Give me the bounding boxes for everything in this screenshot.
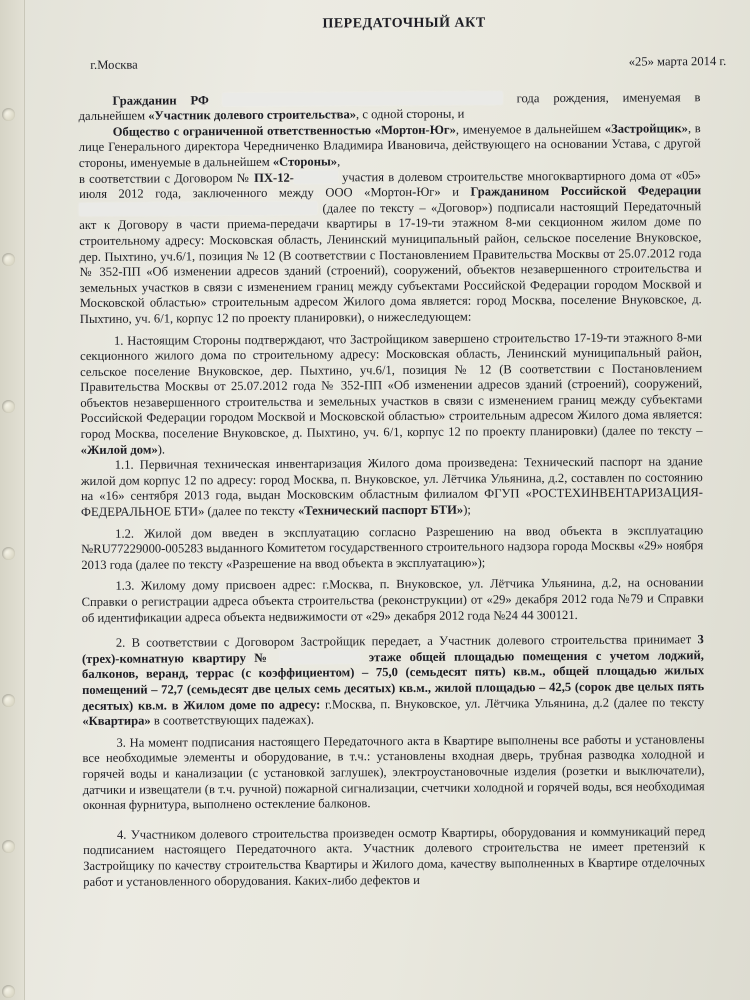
preamble-paragraph: в соответствии с Договором № ПХ-12- участия в долевом строительстве многоквартирного дома от «05» июля 2012 года, заключенного между ООО «Мортон-Юг» и Гражданином Российской Федерации (далее по тексту – «Договор») подписали настоящий Передаточный акт к Договору в части приема-передачи квартиры в 17-19-ти этажном 8-ми секционном жилом доме по строительному адресу: Московская область, Ленинский муниципальный район, сельское поселение Внуковское, дер. Пыхтино, уч.6/1, позиция № 12 (В соответствии с Постановлением Правительства Москвы от 25.07.2012 года № 352-ПП «Об изменении адресов зданий (строений), сооружений, объектов незавершенного строительства и земельных участков в связи с изменением границ между субъектами Российской Федерации городом Москвой и Московской областью» строительным адресом Жилого дома является: город Москва, поселение Внуковское, д. Пыхтино, уч. 6/1, корпус 12 по проекту планировки), о нижеследующем: <box>78 167 702 326</box>
document-title: ПЕРЕДАТОЧНЫЙ АКТ <box>322 15 486 32</box>
punch-hole <box>2 400 15 413</box>
punch-hole <box>2 694 15 707</box>
place-date-line <box>78 53 727 76</box>
punch-hole <box>2 547 15 560</box>
document-date: «25» марта 2014 г. <box>628 53 727 69</box>
document-body <box>78 14 727 890</box>
redacted-apartment-number <box>280 650 360 663</box>
redacted-name <box>79 201 317 215</box>
redacted-contract-number <box>294 170 338 183</box>
punch-hole <box>2 108 15 121</box>
party-label: Гражданин РФ <box>112 92 209 108</box>
section-4: 4. Участником долевого строительства произведен осмотр Квартиры, оборудования и коммуникаций перед подписанием настоящего Передаточного акта. Участник долевого строительства не имеет претензий к Застройщику по качеству строительства Квартиры и Жилого дома, качеству выполненных в Квартире отделочных работ и установленного оборудования. Каких-либо дефектов и <box>83 823 706 889</box>
party-participant: Гражданин РФ года рождения, именуемая в дальнейшем «Участник долевого строительства», с одной стороны, и <box>78 89 701 124</box>
section-1-3: 1.3. Жилому дому присвоен адрес: г.Москва, п. Внуковское, ул. Лётчика Ульянина, д.2, на основании Справки о регистрации адреса объекта строительства (реконструкции) от «29» декабря 2012 года №79 и Справки об идентификации адреса объекта недвижимости от «29» декабря 2012 года №24 44 300121. <box>81 575 704 625</box>
section-2: 2. В соответствии с Договором Застройщик передает, а Участник долевого строительства принимает 3 (трех)-комнатную квартиру № этаже общей площадью помещения с учетом лоджий, балконов, веранд, террас (с коэффициентом) – 75,0 (семьдесят пять) кв.м., общей площадью жилых помещений – 72,7 (семьдесят две целых семь десятых) кв.м., жилой площадью – 42,5 (сорок две целых пять десятых) кв.м. в Жилом доме по адресу: г.Москва, п. Внуковское, ул. Лётчика Ульянина, д.2 (далее по тексту «Квартира» в соответствующих падежах). <box>81 632 705 729</box>
punch-hole <box>2 985 15 998</box>
section-3: 3. На момент подписания настоящего Передаточного акта в Квартире выполнены все работы и установлены все необходимые элементы и оборудование, в т.ч.: установлены входная дверь, трубная разводка холодной и горячей воды и канализации (с установкой заглушек), электроустановочные изделия (розетки и выключатели), датчики и извещатели (в т.ч. ручной) пожарной сигнализации, счетчики холодной и горячей воды, вся необходимая оконная фурнитура, выполнено остекление балконов. <box>82 731 705 813</box>
section-1-2: 1.2. Жилой дом введен в эксплуатацию согласно Разрешению на ввод объекта в эксплуатацию №RU77229000-005283 выданного Комитетом государственного строительного надзора города Москвы «29» ноября 2013 года (далее по тексту «Разрешение на ввод объекта в эксплуатацию»); <box>81 522 704 572</box>
punch-hole <box>2 840 15 853</box>
document-city: г.Москва <box>90 57 138 72</box>
party-developer: Общество с ограниченной ответственностью «Мортон-Юг», именуемое в дальнейшем «Застройщик», в лице Генерального директора Чередниченко Владимира Ивановича, действующего на основании Устава, с другой стороны, именуемые в дальнейшем «Стороны», <box>78 120 701 170</box>
redacted-name <box>223 91 503 106</box>
binder-strip <box>0 0 25 1000</box>
section-1: 1. Настоящим Стороны подтверждают, что Застройщиком завершено строительство 17-19-ти этажного 8-ми секционного жилого дома по строительному адресу: Московская область, Ленинский муниципальный район, сельское поселение Внуковское, дер. Пыхтино, уч.6/1, позиция № 12 (В соответствии с Постановлением Правительства Москвы от 25.07.2012 года № 352-ПП «Об изменении адресов зданий (строений), сооружений, объектов незавершенного строительства и земельных участков в связи с изменением границ между субъектами Российской Федерации городом Москвой и Московской областью» строительным адресом Жилого дома является: город Москва, поселение Внуковское, д. Пыхтино, уч. 6/1, корпус 12 по проекту планировки) (далее по тексту – «Жилой дом»). <box>80 329 703 457</box>
section-1-1: 1.1. Первичная техническая инвентаризация Жилого дома произведена: Технический паспорт на здание жилой дом корпус 12 по адресу: город Москва, п. Внуковское, ул. Лётчика Ульянина, д.2, составлен по состоянию на «16» сентября 2013 года, выдан Московским областным филиалом ФГУП «РОСТЕХИНВЕНТАРИЗАЦИЯ-ФЕДЕРАЛЬНОЕ БТИ» (далее по тексту «Технический паспорт БТИ»); <box>80 454 703 520</box>
punch-hole <box>2 253 15 266</box>
